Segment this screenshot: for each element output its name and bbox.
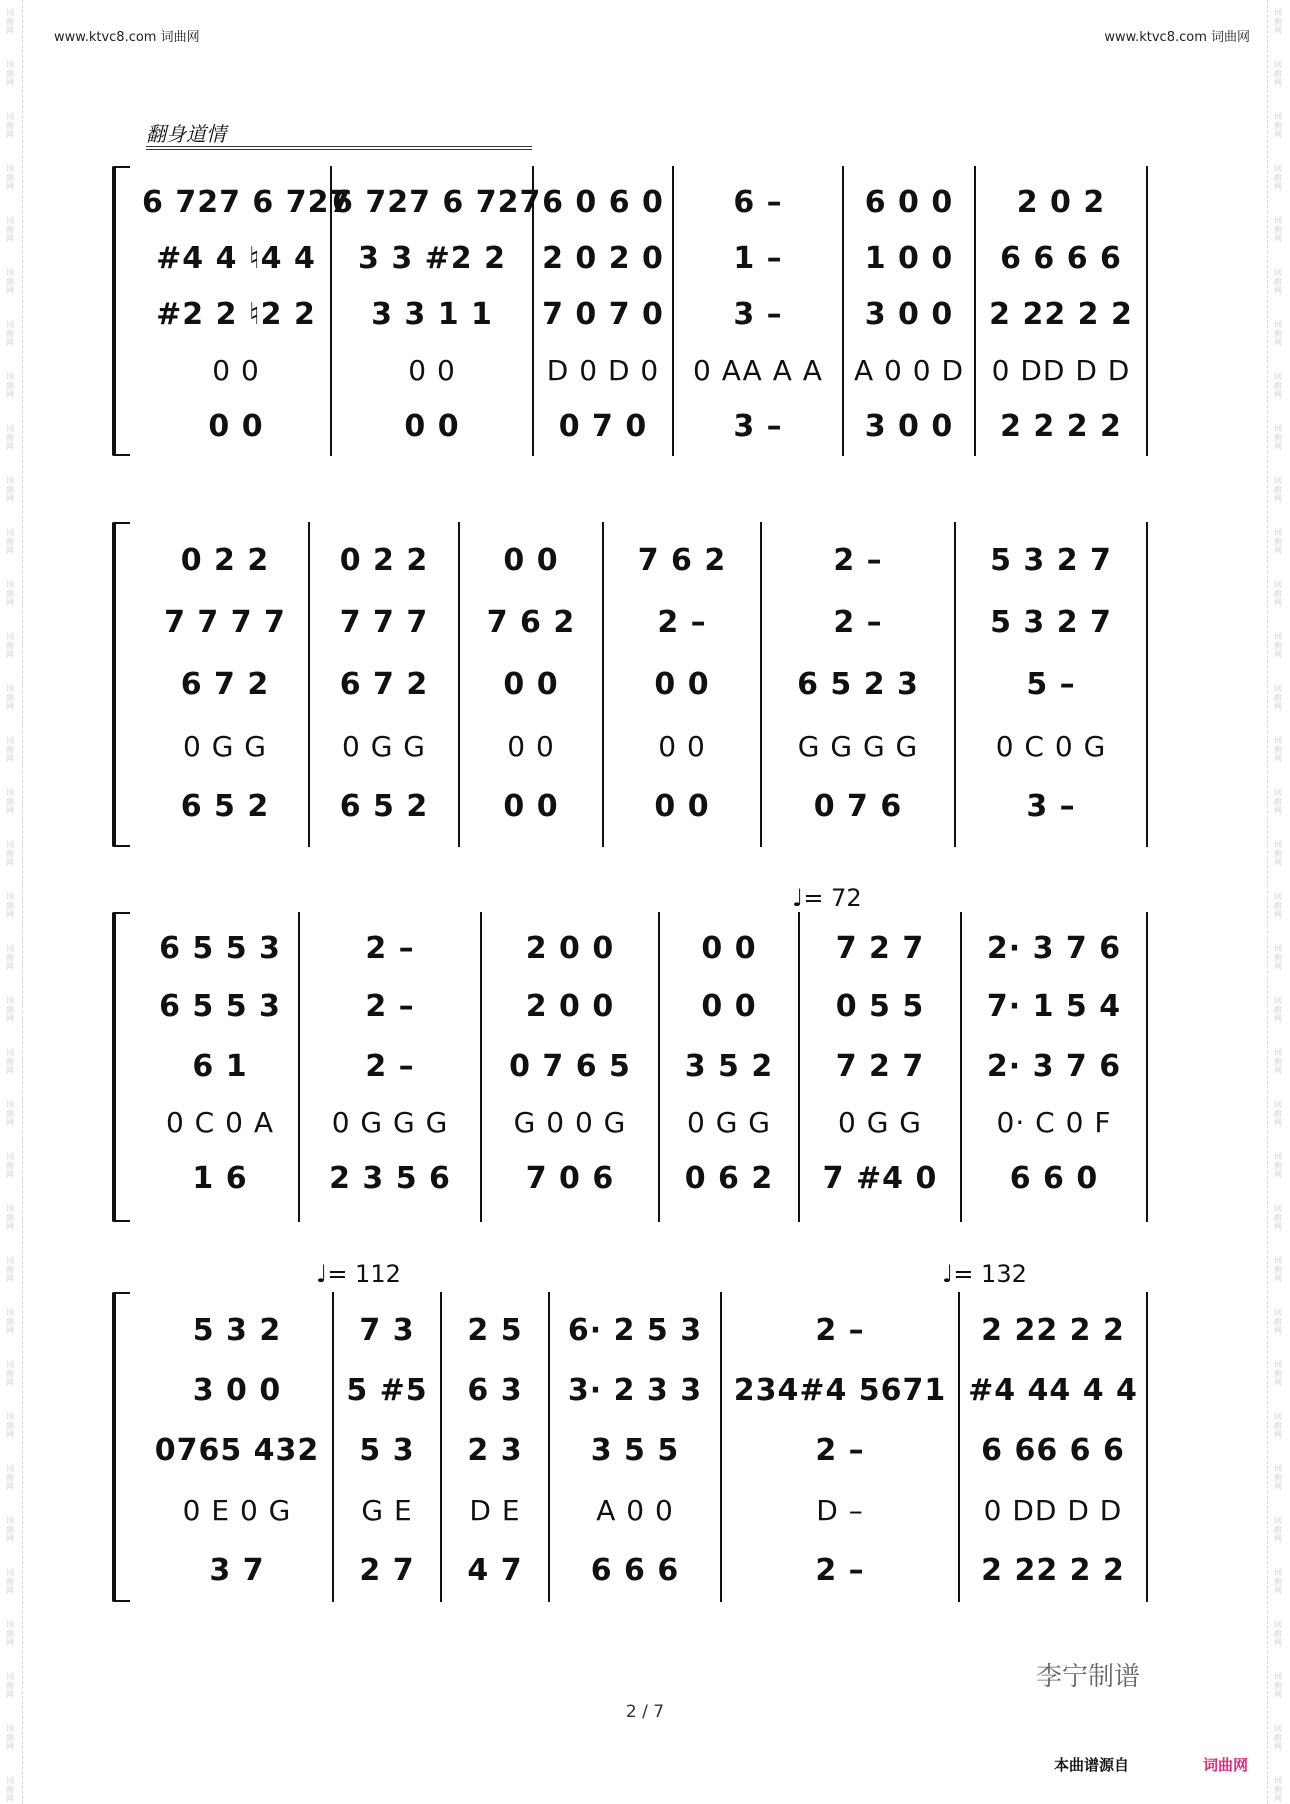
measure: 2 – — [833, 542, 883, 578]
measure: 2 – — [365, 988, 415, 1024]
measure: 6 66 6 6 — [981, 1432, 1125, 1468]
side-watermark: 词 曲 网 — [6, 996, 14, 1023]
measure: 6 727 6 727 — [332, 184, 542, 220]
measure: 2 0 0 — [525, 930, 615, 966]
side-watermark: 词 曲 网 — [6, 1776, 14, 1803]
measure: 6 5 5 3 — [159, 930, 281, 966]
measure: 6 0 6 0 — [542, 184, 664, 220]
measure: 7· 1 5 4 — [986, 988, 1122, 1024]
system-4 — [112, 1292, 1152, 1602]
measure: 3 0 0 — [864, 296, 954, 332]
measure: 5 3 2 7 — [990, 542, 1112, 578]
measure: 2 7 — [359, 1552, 415, 1588]
side-watermark: 词 曲 网 — [1274, 1776, 1282, 1803]
measure: 0 6 2 — [684, 1160, 774, 1196]
side-watermark: 词 曲 网 — [1274, 892, 1282, 919]
measure: 6 5 2 — [339, 788, 429, 824]
staff-row — [142, 1304, 1152, 1356]
measure: 7 6 2 — [637, 542, 727, 578]
measure: 6 7 2 — [180, 666, 270, 702]
left-margin-strip — [0, 0, 23, 1804]
side-watermark: 词 曲 网 — [6, 1516, 14, 1543]
staff-row — [142, 1040, 1152, 1092]
staff-row — [142, 596, 1152, 648]
measure: 6· 2 5 3 — [567, 1312, 703, 1348]
staff-row — [142, 780, 1152, 832]
staff-row — [142, 1484, 1152, 1536]
staff-row — [142, 344, 1152, 396]
measure: 3 3 #2 2 — [358, 240, 506, 276]
measure: 0 AA A A — [693, 353, 823, 387]
side-watermark: 词 曲 网 — [6, 1724, 14, 1751]
header-right[interactable]: www.ktvc8.com 词曲网 — [1104, 30, 1250, 45]
side-watermark: 词 曲 网 — [1274, 1672, 1282, 1699]
page-number: 2 / 7 — [625, 1702, 665, 1722]
measure: 0 0 — [654, 788, 710, 824]
side-watermark: 词 曲 网 — [6, 944, 14, 971]
measure: 1 – — [733, 240, 783, 276]
side-watermark: 词 曲 网 — [1274, 164, 1282, 191]
side-watermark: 词 曲 网 — [6, 476, 14, 503]
measure: 7 3 — [359, 1312, 415, 1348]
side-watermark: 词 曲 网 — [6, 8, 14, 35]
tempo-marking: ♩= 112 — [316, 1260, 401, 1288]
measure: 2 3 5 6 — [329, 1160, 451, 1196]
side-watermark: 词 曲 网 — [1274, 1412, 1282, 1439]
side-watermark: 词 曲 网 — [6, 736, 14, 763]
staff-row — [142, 922, 1152, 974]
measure: 2 – — [833, 604, 883, 640]
measure: 6 6 6 — [590, 1552, 680, 1588]
system-bracket — [112, 166, 130, 456]
side-watermark: 词 曲 网 — [6, 164, 14, 191]
side-watermark: 词 曲 网 — [6, 1204, 14, 1231]
staff-row — [142, 1152, 1152, 1204]
measure: 7 2 7 — [835, 930, 925, 966]
measure: 3 7 — [209, 1552, 265, 1588]
tempo-marking: ♩= 72 — [792, 884, 862, 912]
measure: 0 0 — [658, 729, 706, 763]
side-watermark: 词 曲 网 — [6, 372, 14, 399]
system-1 — [112, 166, 1152, 456]
measure: D E — [469, 1493, 521, 1527]
measure: 2 3 — [467, 1432, 523, 1468]
arranger-signature: 李宁制谱 — [1035, 1662, 1140, 1692]
side-watermark: 词 曲 网 — [1274, 1516, 1282, 1543]
side-watermark: 词 曲 网 — [1274, 788, 1282, 815]
side-watermark: 词 曲 网 — [1274, 580, 1282, 607]
side-watermark: 词 曲 网 — [6, 1568, 14, 1595]
measure: 6 – — [733, 184, 783, 220]
measure: 2 0 0 — [525, 988, 615, 1024]
staff-row — [142, 720, 1152, 772]
side-watermark: 词 曲 网 — [1274, 1360, 1282, 1387]
measure: #2 2 ♮2 2 — [156, 296, 316, 332]
staff-row — [142, 980, 1152, 1032]
measure: 0 0 — [654, 666, 710, 702]
measure: 0 0 — [701, 988, 757, 1024]
measure: 0 C 0 G — [995, 729, 1107, 763]
side-watermark: 词 曲 网 — [1274, 1100, 1282, 1127]
measure: 2 22 2 2 — [981, 1552, 1125, 1588]
side-watermark: 词 曲 网 — [1274, 1204, 1282, 1231]
measure: 3 0 0 — [864, 408, 954, 444]
measure: 6 7 2 — [339, 666, 429, 702]
side-watermark: 词 曲 网 — [1274, 1256, 1282, 1283]
side-watermark: 词 曲 网 — [1274, 424, 1282, 451]
measure: 0 G G — [837, 1105, 922, 1139]
measure: 6 727 6 727 — [142, 184, 352, 220]
measure: 0 5 5 — [835, 988, 925, 1024]
side-watermark: 词 曲 网 — [1274, 1568, 1282, 1595]
measure: 0 2 2 — [180, 542, 270, 578]
measure: 6 5 2 3 — [797, 666, 919, 702]
measure: 4 7 — [467, 1552, 523, 1588]
measure: 6 5 2 — [180, 788, 270, 824]
measure: D 0 D 0 — [546, 353, 660, 387]
side-watermark: 词 曲 网 — [1274, 944, 1282, 971]
side-watermark: 词 曲 网 — [6, 528, 14, 555]
side-watermark: 词 曲 网 — [6, 1620, 14, 1647]
measure: 7 0 7 0 — [542, 296, 664, 332]
measure: 5 3 2 — [192, 1312, 282, 1348]
measure: A 0 0 — [596, 1493, 674, 1527]
measure: 0 G G G — [331, 1105, 449, 1139]
staff-row — [142, 232, 1152, 284]
side-watermark: 词 曲 网 — [1274, 320, 1282, 347]
measure: 6 3 — [467, 1372, 523, 1408]
measure: 3 0 0 — [192, 1372, 282, 1408]
header-left[interactable]: www.ktvc8.com 词曲网 — [54, 30, 200, 45]
tempo-marking: ♩= 132 — [942, 1260, 1027, 1288]
side-watermark: 词 曲 网 — [6, 580, 14, 607]
measure: 6 5 5 3 — [159, 988, 281, 1024]
measure: 5 3 — [359, 1432, 415, 1468]
measure: 2 5 — [467, 1312, 523, 1348]
side-watermark: 词 曲 网 — [1274, 1724, 1282, 1751]
side-watermark: 词 曲 网 — [6, 684, 14, 711]
measure: 3 – — [733, 408, 783, 444]
measure: 6 6 0 — [1009, 1160, 1099, 1196]
side-watermark: 词 曲 网 — [1274, 632, 1282, 659]
measure: 6 1 — [192, 1048, 248, 1084]
system-2 — [112, 522, 1152, 847]
measure: G G G G — [797, 729, 919, 763]
measure: 2 – — [815, 1552, 865, 1588]
measure: 5 3 2 7 — [990, 604, 1112, 640]
measure: 7 6 2 — [486, 604, 576, 640]
measure: 0 0 — [404, 408, 460, 444]
side-watermark: 词 曲 网 — [6, 268, 14, 295]
measure: 0 0 — [503, 542, 559, 578]
side-watermark: 词 曲 网 — [1274, 1620, 1282, 1647]
side-watermark: 词 曲 网 — [6, 632, 14, 659]
system-bracket — [112, 1292, 130, 1602]
side-watermark: 词 曲 网 — [6, 1672, 14, 1699]
side-watermark: 词 曲 网 — [6, 1308, 14, 1335]
side-watermark: 词 曲 网 — [1274, 840, 1282, 867]
measure: 7 2 7 — [835, 1048, 925, 1084]
side-watermark: 词 曲 网 — [6, 1412, 14, 1439]
staff-row — [142, 1544, 1152, 1596]
measure: 0 7 6 — [813, 788, 903, 824]
measure: 2 2 2 2 — [1000, 408, 1122, 444]
measure: 2· 3 7 6 — [986, 1048, 1122, 1084]
measure: 2 – — [365, 930, 415, 966]
measure: 6 6 6 6 — [1000, 240, 1122, 276]
staff-row — [142, 1364, 1152, 1416]
staff-row — [142, 658, 1152, 710]
measure: #4 4 ♮4 4 — [156, 240, 316, 276]
staff-row — [142, 534, 1152, 586]
side-watermark: 词 曲 网 — [6, 1100, 14, 1127]
side-watermark: 词 曲 网 — [6, 320, 14, 347]
side-watermark: 词 曲 网 — [6, 216, 14, 243]
measure: 2 22 2 2 — [989, 296, 1133, 332]
side-watermark: 词 曲 网 — [6, 424, 14, 451]
side-watermark: 词 曲 网 — [1274, 476, 1282, 503]
measure: 5 #5 — [346, 1372, 428, 1408]
side-watermark: 词 曲 网 — [6, 1256, 14, 1283]
system-rows — [142, 1292, 1152, 1602]
measure: 2 – — [657, 604, 707, 640]
system-rows — [142, 912, 1152, 1222]
footer-source-label: 本曲谱源自 — [1054, 1756, 1130, 1774]
score-title: 翻身道情 — [146, 122, 226, 146]
side-watermark: 词 曲 网 — [1274, 684, 1282, 711]
measure: 2 22 2 2 — [981, 1312, 1125, 1348]
measure: 2· 3 7 6 — [986, 930, 1122, 966]
side-watermark: 词 曲 网 — [6, 1048, 14, 1075]
side-watermark: 词 曲 网 — [6, 60, 14, 87]
measure: 1 6 — [192, 1160, 248, 1196]
measure: 0 7 0 — [558, 408, 648, 444]
measure: 7 7 7 — [339, 604, 429, 640]
measure: D – — [816, 1493, 864, 1527]
side-watermark: 词 曲 网 — [6, 1152, 14, 1179]
side-watermark: 词 曲 网 — [1274, 8, 1282, 35]
staff-row — [142, 176, 1152, 228]
measure: A 0 0 D — [853, 353, 965, 387]
measure: 0 DD D D — [991, 353, 1131, 387]
measure: 7 0 6 — [525, 1160, 615, 1196]
staff-row — [142, 400, 1152, 452]
system-bracket — [112, 522, 130, 847]
side-watermark: 词 曲 网 — [1274, 996, 1282, 1023]
system-rows — [142, 522, 1152, 847]
measure: 0 0 — [503, 788, 559, 824]
measure: 3 3 1 1 — [371, 296, 493, 332]
system-3 — [112, 912, 1152, 1222]
side-watermark: 词 曲 网 — [1274, 372, 1282, 399]
side-watermark: 词 曲 网 — [1274, 1152, 1282, 1179]
measure: G 0 0 G — [513, 1105, 627, 1139]
measure: 0 2 2 — [339, 542, 429, 578]
side-watermark: 词 曲 网 — [1274, 1048, 1282, 1075]
measure: 0 7 6 5 — [509, 1048, 631, 1084]
side-watermark: 词 曲 网 — [1274, 60, 1282, 87]
title-underline — [146, 146, 532, 150]
measure: 0 DD D D — [983, 1493, 1123, 1527]
side-watermark: 词 曲 网 — [1274, 1464, 1282, 1491]
measure: 1 0 0 — [864, 240, 954, 276]
measure: 0 C 0 A — [165, 1105, 275, 1139]
measure: 0 0 — [408, 353, 456, 387]
measure: 3 – — [1026, 788, 1076, 824]
side-watermark: 词 曲 网 — [1274, 268, 1282, 295]
measure: G E — [361, 1493, 413, 1527]
measure: 0 G G — [182, 729, 267, 763]
measure: 3· 2 3 3 — [567, 1372, 703, 1408]
measure: 5 – — [1026, 666, 1076, 702]
measure: 0 G G — [341, 729, 426, 763]
measure: 6 0 0 — [864, 184, 954, 220]
side-watermark: 词 曲 网 — [6, 1360, 14, 1387]
staff-row — [142, 288, 1152, 340]
side-watermark: 词 曲 网 — [6, 840, 14, 867]
side-watermark: 词 曲 网 — [1274, 216, 1282, 243]
system-rows — [142, 166, 1152, 456]
footer-site-link[interactable]: 词曲网 — [1203, 1756, 1249, 1774]
side-watermark: 词 曲 网 — [1274, 112, 1282, 139]
measure: 7 #4 0 — [822, 1160, 938, 1196]
system-bracket — [112, 912, 130, 1222]
measure: 0 0 — [503, 666, 559, 702]
measure: 234#4 5671 — [733, 1372, 947, 1408]
measure: 0 0 — [212, 353, 260, 387]
measure: 2 – — [815, 1312, 865, 1348]
side-watermark: 词 曲 网 — [6, 892, 14, 919]
side-watermark: 词 曲 网 — [1274, 528, 1282, 555]
measure: 7 7 7 7 — [164, 604, 286, 640]
measure: 0· C 0 F — [996, 1105, 1112, 1139]
measure: 2 0 2 0 — [542, 240, 664, 276]
measure: 3 5 2 — [684, 1048, 774, 1084]
measure: 0 E 0 G — [182, 1493, 292, 1527]
measure: 0 0 — [208, 408, 264, 444]
measure: 0 0 — [507, 729, 555, 763]
measure: 0765 432 — [154, 1432, 320, 1468]
staff-row — [142, 1424, 1152, 1476]
side-watermark: 词 曲 网 — [6, 112, 14, 139]
right-margin-strip — [1267, 0, 1290, 1804]
measure: 0 0 — [701, 930, 757, 966]
staff-row — [142, 1096, 1152, 1148]
side-watermark: 词 曲 网 — [1274, 736, 1282, 763]
measure: 2 – — [815, 1432, 865, 1468]
measure: 3 – — [733, 296, 783, 332]
measure: 3 5 5 — [590, 1432, 680, 1468]
measure: 2 0 2 — [1016, 184, 1106, 220]
side-watermark: 词 曲 网 — [1274, 1308, 1282, 1335]
measure: 0 G G — [686, 1105, 771, 1139]
measure: 2 – — [365, 1048, 415, 1084]
side-watermark: 词 曲 网 — [6, 788, 14, 815]
side-watermark: 词 曲 网 — [6, 1464, 14, 1491]
measure: #4 44 4 4 — [968, 1372, 1138, 1408]
